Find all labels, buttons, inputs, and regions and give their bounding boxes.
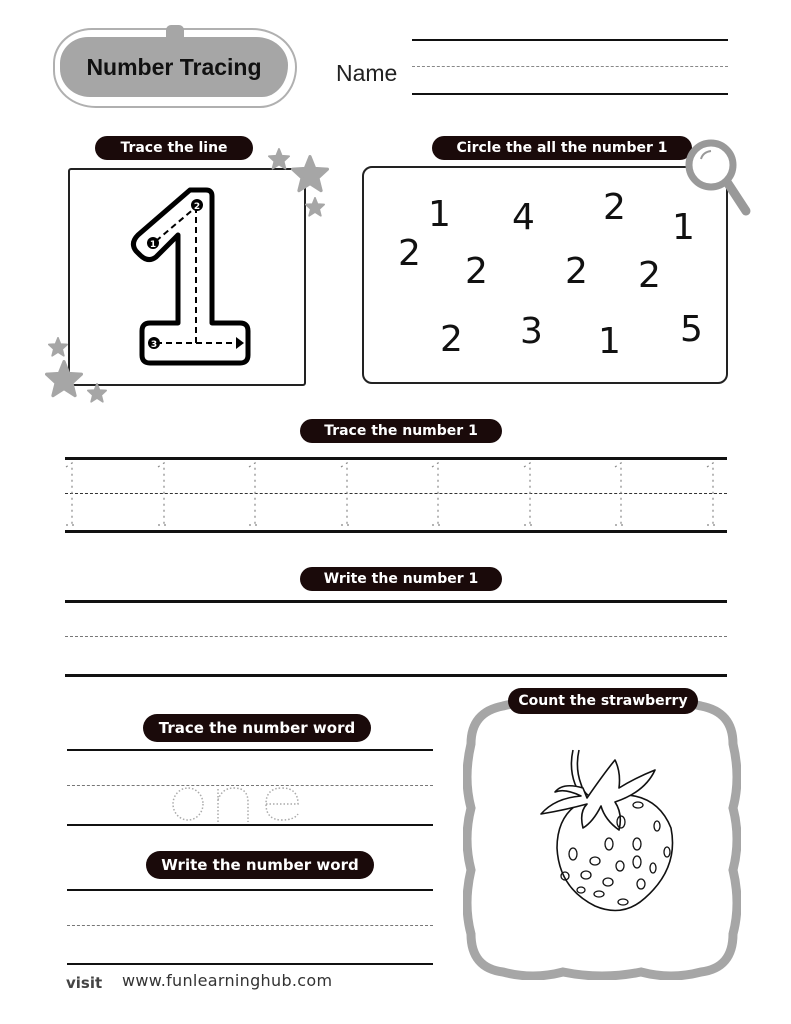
traceable-one[interactable] <box>339 461 357 529</box>
count-heading <box>508 688 698 714</box>
circle-number-1[interactable]: 1 <box>672 207 695 248</box>
star-icon <box>48 337 68 357</box>
name-label: Name <box>336 60 398 86</box>
trace-line-top <box>65 457 727 460</box>
name-input-line[interactable] <box>412 93 728 95</box>
circle-number-3[interactable]: 3 <box>520 311 543 352</box>
name-line-top <box>412 39 728 41</box>
star-icon <box>268 148 290 170</box>
trace-line-label: Trace the line <box>120 140 228 156</box>
svg-text:2: 2 <box>193 202 201 212</box>
write-word-line-top <box>67 889 433 891</box>
star-icon <box>45 360 83 398</box>
traceable-one[interactable] <box>522 461 540 529</box>
strawberry-icon <box>535 748 685 923</box>
traceable-one[interactable] <box>430 461 448 529</box>
circle-number-1[interactable]: 1 <box>428 194 451 235</box>
circle-number-4[interactable]: 4 <box>512 197 535 238</box>
circle-numbers-box <box>362 166 728 384</box>
trace-line-bottom <box>65 530 727 533</box>
footer-url-link[interactable]: www.funlearninghub.com <box>122 971 333 990</box>
trace-word-label: Trace the number word <box>158 719 356 737</box>
circle-number-2[interactable]: 2 <box>398 233 421 274</box>
write-word-label: Write the number word <box>161 856 359 874</box>
circle-number-2[interactable]: 2 <box>565 251 588 292</box>
traceable-one[interactable] <box>705 461 723 529</box>
write-number-label: Write the number 1 <box>323 571 479 587</box>
write-number-input-line[interactable] <box>65 674 727 677</box>
circle-number-2[interactable]: 2 <box>440 319 463 360</box>
traceable-one[interactable] <box>64 461 82 529</box>
circle-label: Circle the all the number 1 <box>456 140 668 156</box>
circle-number-2[interactable]: 2 <box>603 187 626 228</box>
traceable-one[interactable] <box>613 461 631 529</box>
trace-word-heading <box>143 714 371 742</box>
digit-one-trace-icon[interactable] <box>128 185 258 370</box>
write-word-heading <box>146 851 374 879</box>
star-icon <box>86 383 108 403</box>
write-number-heading <box>300 567 502 591</box>
trace-number-label: Trace the number 1 <box>324 423 478 439</box>
traceable-one[interactable] <box>247 461 265 529</box>
write-line-top <box>65 600 727 603</box>
write-line-mid <box>65 636 727 637</box>
star-icon <box>290 155 330 193</box>
circle-number-2[interactable]: 2 <box>638 255 661 296</box>
name-line-mid <box>412 66 728 67</box>
star-icon <box>305 197 325 217</box>
title-tab <box>166 25 184 37</box>
write-word-line-mid <box>67 925 433 926</box>
svg-text:3: 3 <box>150 340 158 350</box>
title-banner <box>60 37 288 97</box>
magnifier-icon <box>683 137 755 221</box>
write-word-input-line[interactable] <box>67 963 433 965</box>
svg-text:1: 1 <box>149 240 157 250</box>
circle-heading <box>432 136 692 160</box>
trace-number-heading <box>300 419 502 443</box>
count-label: Count the strawberry <box>518 693 688 709</box>
traceable-word[interactable] <box>170 786 310 826</box>
footer-visit-label: visit <box>66 974 103 992</box>
circle-number-5[interactable]: 5 <box>680 309 703 350</box>
traceable-one[interactable] <box>156 461 174 529</box>
page-title: Number Tracing <box>86 53 262 80</box>
circle-number-1[interactable]: 1 <box>598 321 621 362</box>
trace-line-heading <box>95 136 253 160</box>
trace-word-line-top <box>67 749 433 751</box>
circle-number-2[interactable]: 2 <box>465 251 488 292</box>
